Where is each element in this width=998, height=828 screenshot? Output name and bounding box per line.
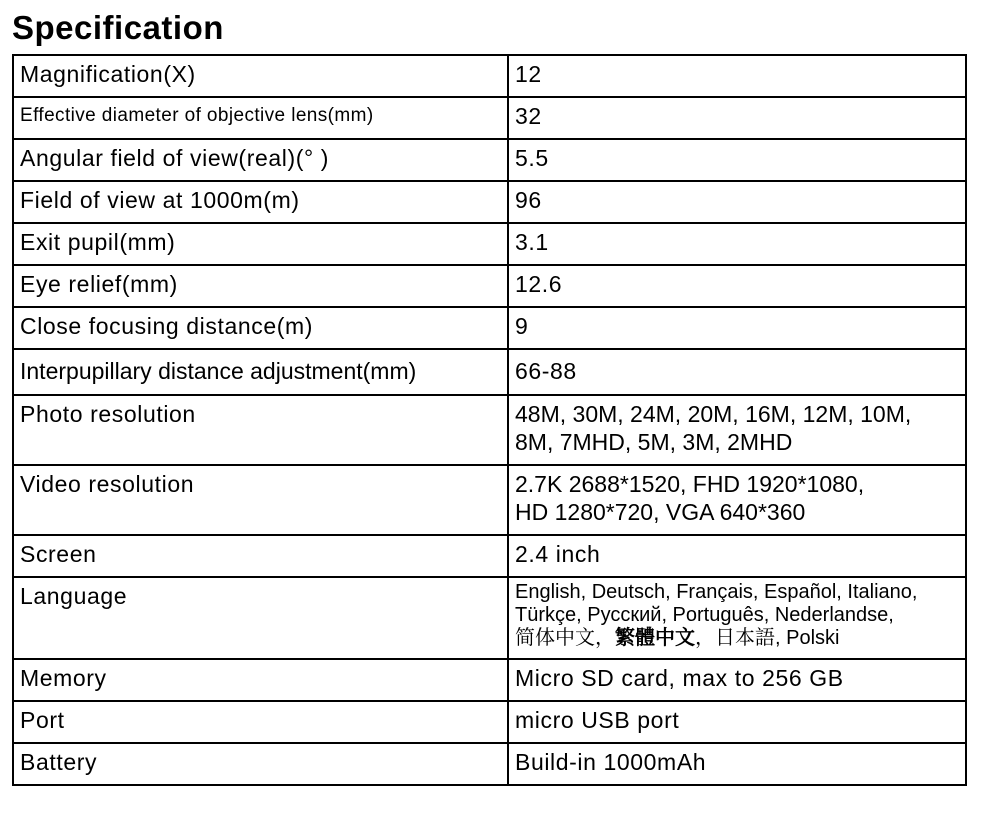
spec-label: Battery [13,743,508,785]
spec-value: 3.1 [508,223,966,265]
spec-value-line: Türkçe, Русский, Português, Nederlandse, [515,604,894,626]
table-row [13,395,966,465]
spec-label: Video resolution [13,465,508,535]
table-row [13,97,966,139]
language-traditional-chinese: 繁體中文 [615,627,695,649]
table-row [13,701,966,743]
spec-label: Language [13,577,508,659]
spec-value: 96 [508,181,966,223]
spec-value-line: HD 1280*720, VGA 640*360 [515,499,806,525]
spec-value: 66-88 [508,349,966,395]
spec-label: Angular field of view(real)(° ) [13,139,508,181]
table-row [13,307,966,349]
spec-label: Magnification(X) [13,55,508,97]
spec-label: Field of view at 1000m(m) [13,181,508,223]
spec-value: 5.5 [508,139,966,181]
spec-value: 32 [508,97,966,139]
spec-value [508,395,966,465]
page-title: Specification [12,9,224,46]
table-row [13,181,966,223]
spec-value: 2.4 inch [508,535,966,577]
spec-label: Close focusing distance(m) [13,307,508,349]
table-row [13,265,966,307]
spec-value-line: English, Deutsch, Français, Español, Italiano, [515,581,918,603]
spec-value-line: 48M, 30M, 24M, 20M, 16M, 12M, 10M, [515,401,912,427]
table-row [13,55,966,97]
spec-value-line: 8M, 7MHD, 5M, 3M, 2MHD [515,429,793,455]
spec-label: Effective diameter of objective lens(mm) [13,97,508,139]
table-row [13,223,966,265]
spec-value: Build-in 1000mAh [508,743,966,785]
spec-value [508,465,966,535]
spec-value: 9 [508,307,966,349]
spec-label: Port [13,701,508,743]
table-row [13,349,966,395]
spec-value-line [515,627,959,650]
spec-label: Memory [13,659,508,701]
language-simplified-chinese: 简体中文， [515,627,615,649]
spec-label: Interpupillary distance adjustment(mm) [13,349,508,395]
table-row [13,743,966,785]
table-row [13,535,966,577]
table-row [13,465,966,535]
spec-label: Screen [13,535,508,577]
spec-value: 12 [508,55,966,97]
language-japanese-polish: ，日本語, Polski [695,627,840,649]
spec-label: Eye relief(mm) [13,265,508,307]
spec-value: 12.6 [508,265,966,307]
table-row [13,139,966,181]
spec-value: Micro SD card, max to 256 GB [508,659,966,701]
table-row [13,659,966,701]
spec-value: micro USB port [508,701,966,743]
specification-table [12,54,967,786]
spec-value [508,577,966,659]
spec-value-line: 2.7K 2688*1520, FHD 1920*1080, [515,471,865,497]
table-row [13,577,966,659]
spec-label: Exit pupil(mm) [13,223,508,265]
spec-label: Photo resolution [13,395,508,465]
